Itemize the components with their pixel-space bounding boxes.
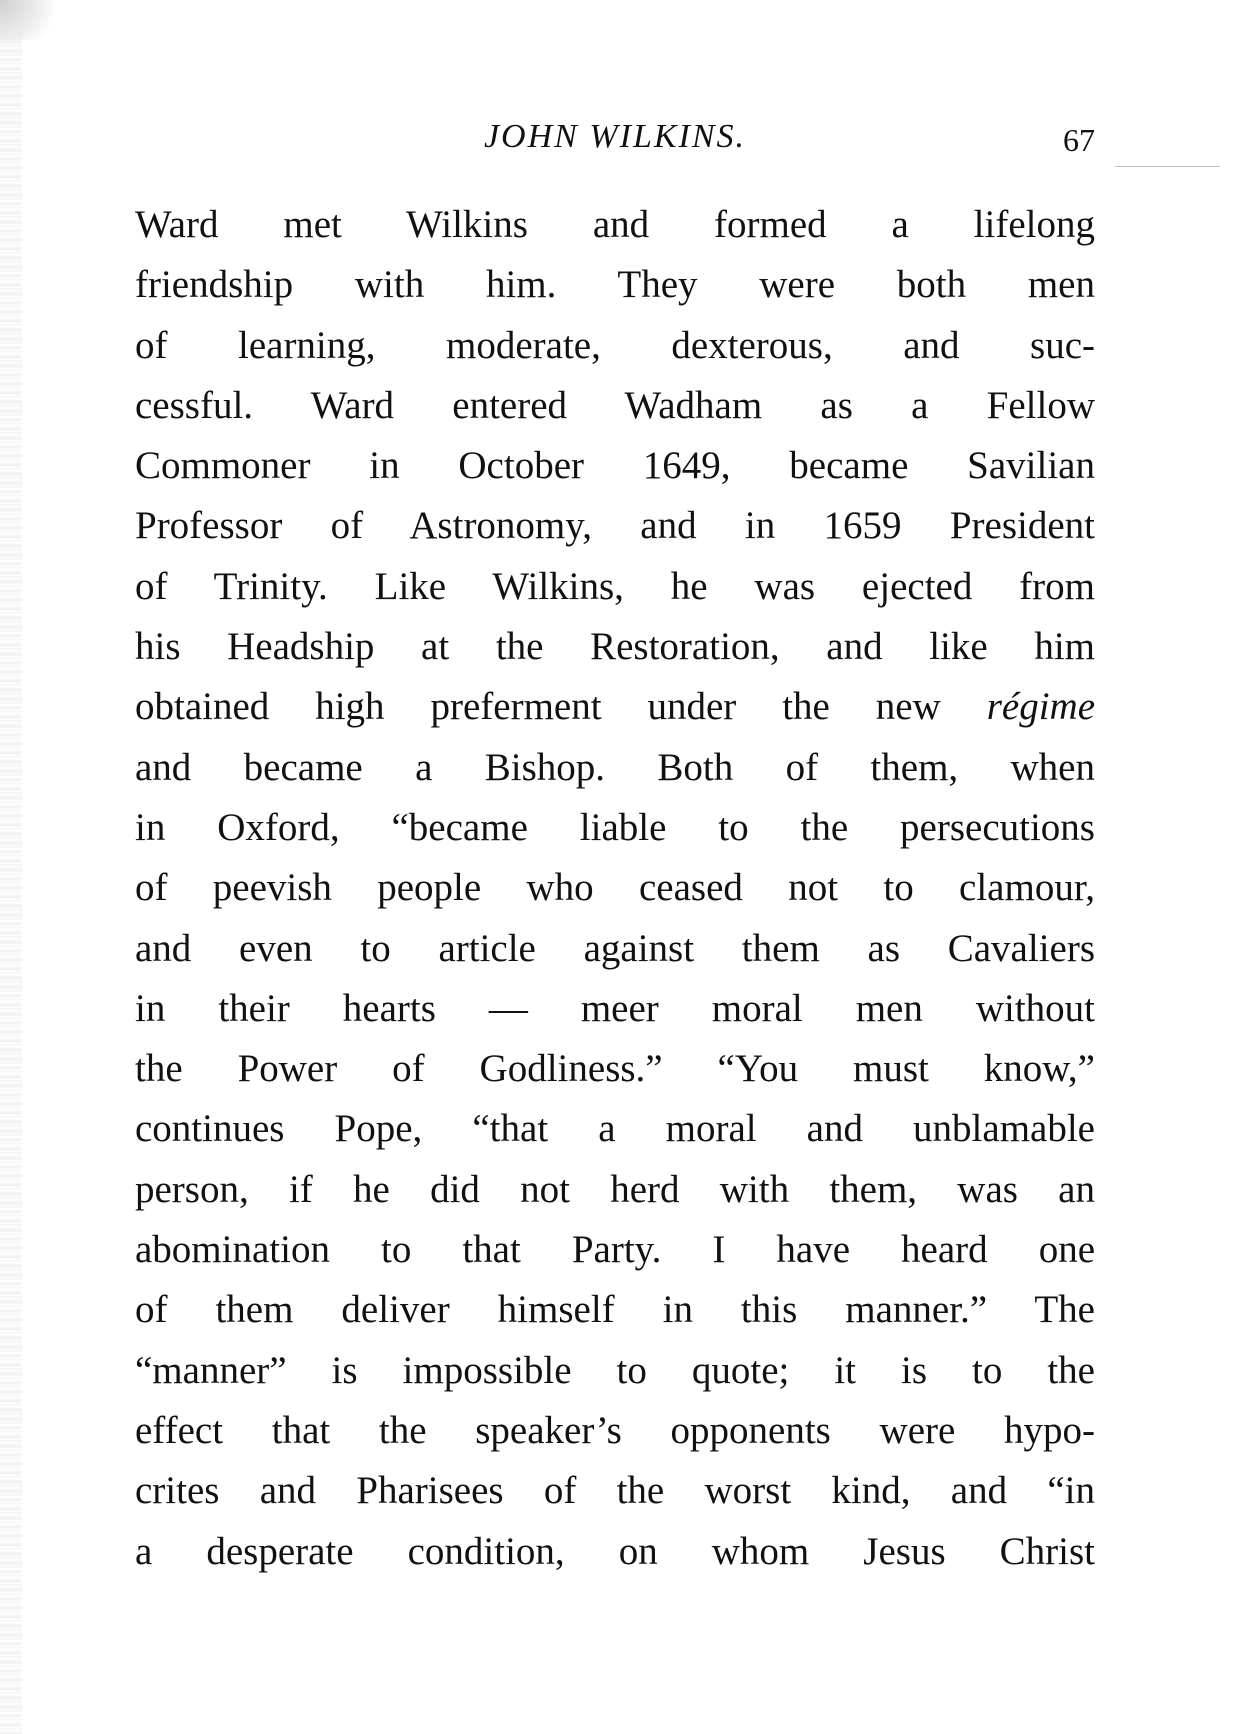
text-line: Ward met Wilkins and formed a lifelong [135,203,1095,246]
body-text [135,195,1095,1582]
text-line: in Oxford, “became liable to the persecutions [135,805,1095,849]
text-line: “manner” is impossible to quote; it is to the [135,1348,1095,1392]
text-line: cessful. Ward entered Wadham as a Fellow [135,383,1095,427]
text-line: and even to article against them as Cavaliers [135,926,1095,970]
text-line: the Power of Godliness.” “You must know,” [135,1047,1095,1091]
text-line: friendship with him. They were both men [135,263,1095,307]
text-line: Professor of Astronomy, and in 1659 President [135,504,1095,548]
text-line: of Trinity. Like Wilkins, he was ejected from [135,564,1095,608]
italic-word-regime: régime [986,685,1095,729]
text-line: abomination to that Party. I have heard one [135,1228,1095,1272]
scan-corner-texture [0,0,60,40]
text-line: continues Pope, “that a moral and unblamable [135,1107,1095,1151]
running-header [135,118,1095,168]
text-line: in their hearts — meer moral men without [135,986,1095,1030]
header-rule [1115,166,1220,167]
text-line: his Headship at the Restoration, and like him [135,625,1095,669]
text-line: effect that the speaker’s opponents were hypo- [135,1408,1095,1452]
text-line-with-italic [135,677,1095,737]
text-line: crites and Pharisees of the worst kind, and “in [135,1469,1095,1513]
text-line: of peevish people who ceased not to clamour, [135,866,1095,910]
text-line: of learning, moderate, dexterous, and suc- [135,323,1095,367]
text-line: a desperate condition, on whom Jesus Christ [135,1529,1095,1573]
text-line: Commoner in October 1649, became Savilian [135,444,1095,488]
scan-edge-texture [0,0,22,1734]
page-number: 67 [1063,122,1095,158]
running-title: JOHN WILKINS. [483,118,747,155]
text-line: of them deliver himself in this manner.” The [135,1288,1095,1332]
text-line: person, if he did not herd with them, was an [135,1167,1095,1211]
text-line: and became a Bishop. Both of them, when [135,745,1095,789]
text-line-lead: obtained high preferment under the new [135,685,941,729]
